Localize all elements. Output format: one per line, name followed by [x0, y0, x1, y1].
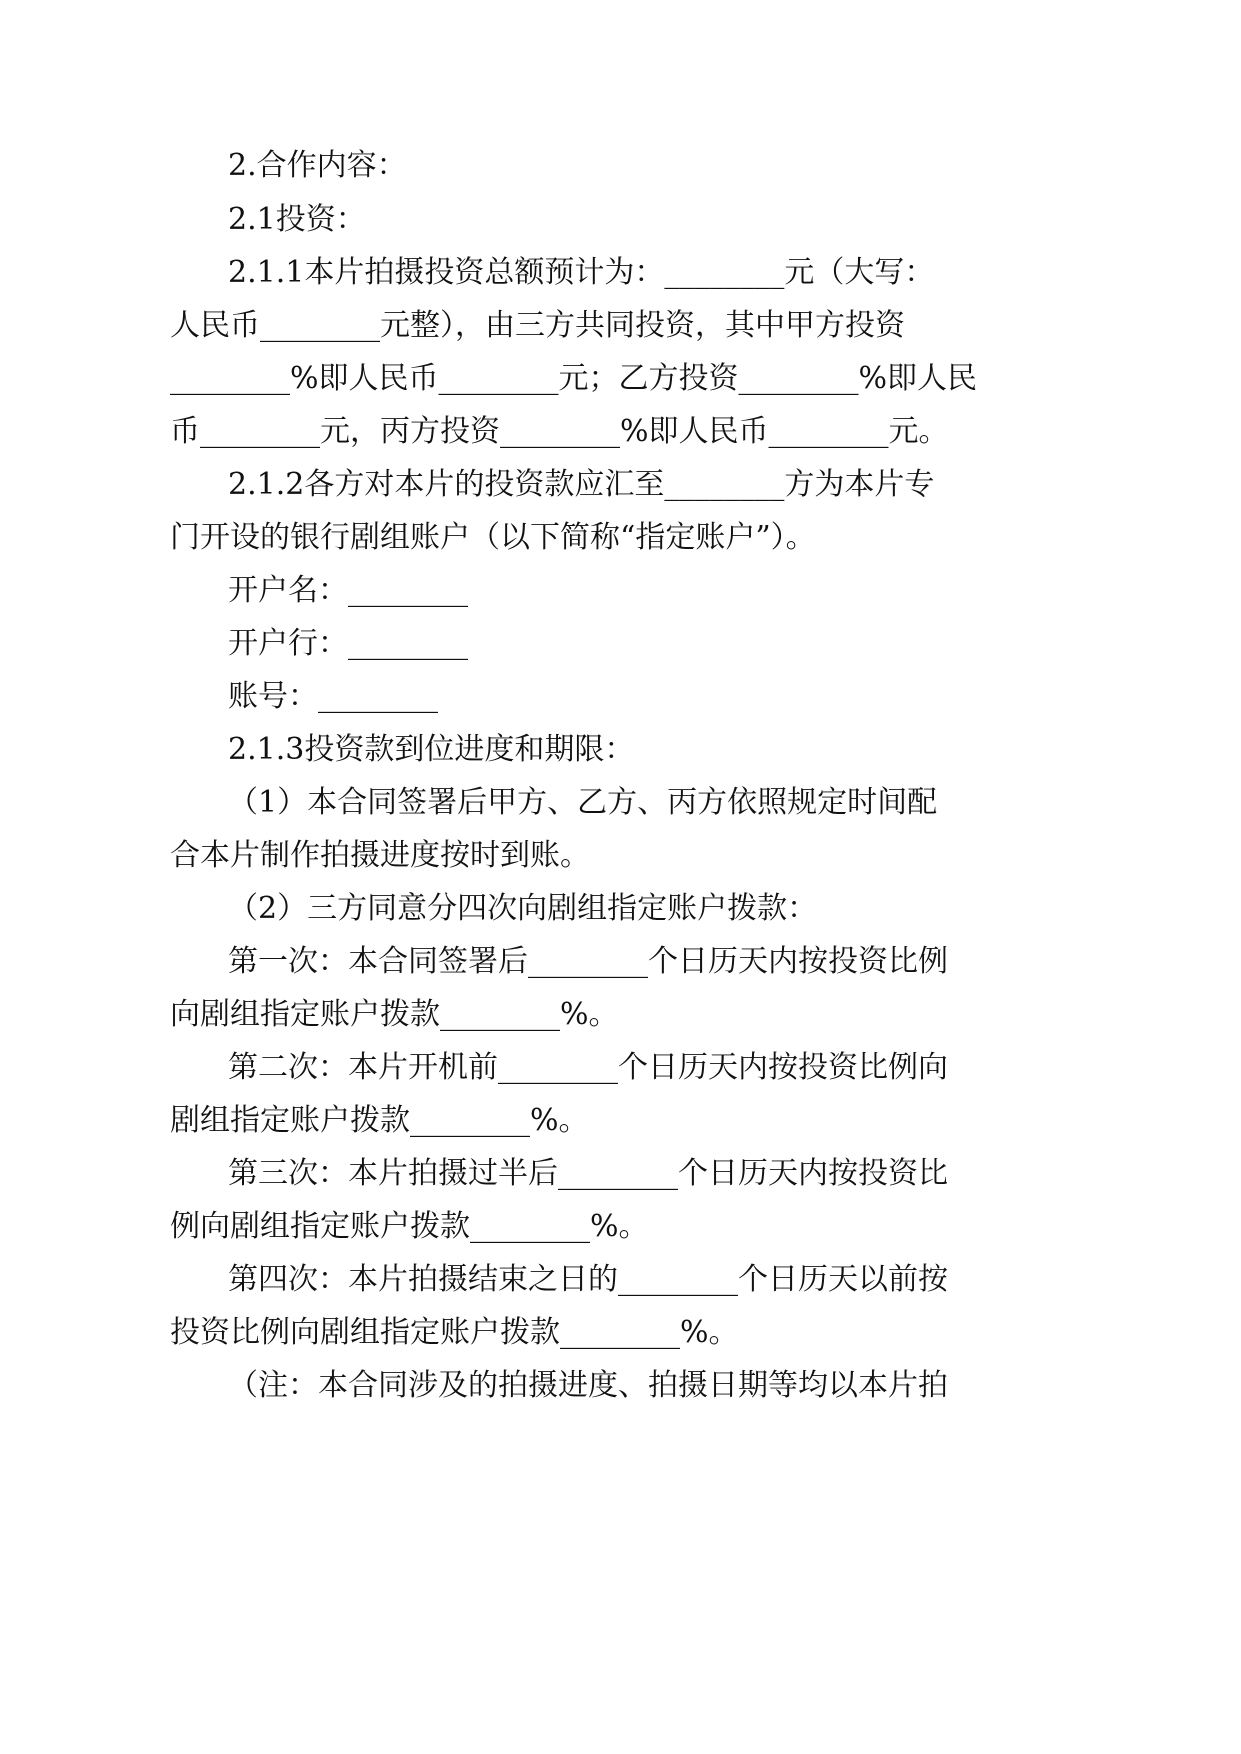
paragraph-line: （1）本合同签署后甲方、乙方、丙方依照规定时间配	[228, 785, 938, 820]
account-number-line: 账号：________	[228, 679, 438, 714]
payment-line: 第三次：本片拍摄过半后________个日历天内按投资比	[228, 1156, 948, 1191]
subsection-heading: 2.1.3投资款到位进度和期限：	[228, 732, 635, 767]
account-bank-line: 开户行：________	[228, 626, 468, 661]
payment-line: 例向剧组指定账户拨款________%。	[170, 1209, 649, 1244]
paragraph-line: 合本片制作拍摄进度按时到账。	[170, 838, 590, 873]
paragraph-line: ________%即人民币________元；乙方投资________%即人民	[170, 361, 978, 396]
payment-line: 第一次：本合同签署后________个日历天内按投资比例	[228, 944, 948, 979]
section-heading: 2.合作内容：	[228, 148, 407, 183]
paragraph-line: （2）三方同意分四次向剧组指定账户拨款：	[228, 891, 818, 926]
account-name-line: 开户名：________	[228, 573, 468, 608]
subsection-heading: 2.1投资：	[228, 202, 366, 237]
payment-line: 剧组指定账户拨款________%。	[170, 1103, 589, 1138]
paragraph-line: 2.1.2各方对本片的投资款应汇至________方为本片专	[228, 467, 935, 502]
paragraph-line: 币________元，丙方投资________%即人民币________元。	[170, 414, 949, 449]
paragraph-line: 2.1.1本片拍摄投资总额预计为：________元（大写：	[228, 255, 935, 290]
note-line: （注：本合同涉及的拍摄进度、拍摄日期等均以本片拍	[228, 1368, 948, 1403]
payment-line: 向剧组指定账户拨款________%。	[170, 997, 619, 1032]
paragraph-line: 人民币________元整），由三方共同投资，其中甲方投资	[170, 308, 905, 343]
paragraph-line: 门开设的银行剧组账户（以下简称“指定账户”）。	[170, 520, 816, 555]
payment-line: 第二次：本片开机前________个日历天内按投资比例向	[228, 1050, 948, 1085]
payment-line: 投资比例向剧组指定账户拨款________%。	[170, 1315, 739, 1350]
payment-line: 第四次：本片拍摄结束之日的________个日历天以前按	[228, 1262, 948, 1297]
